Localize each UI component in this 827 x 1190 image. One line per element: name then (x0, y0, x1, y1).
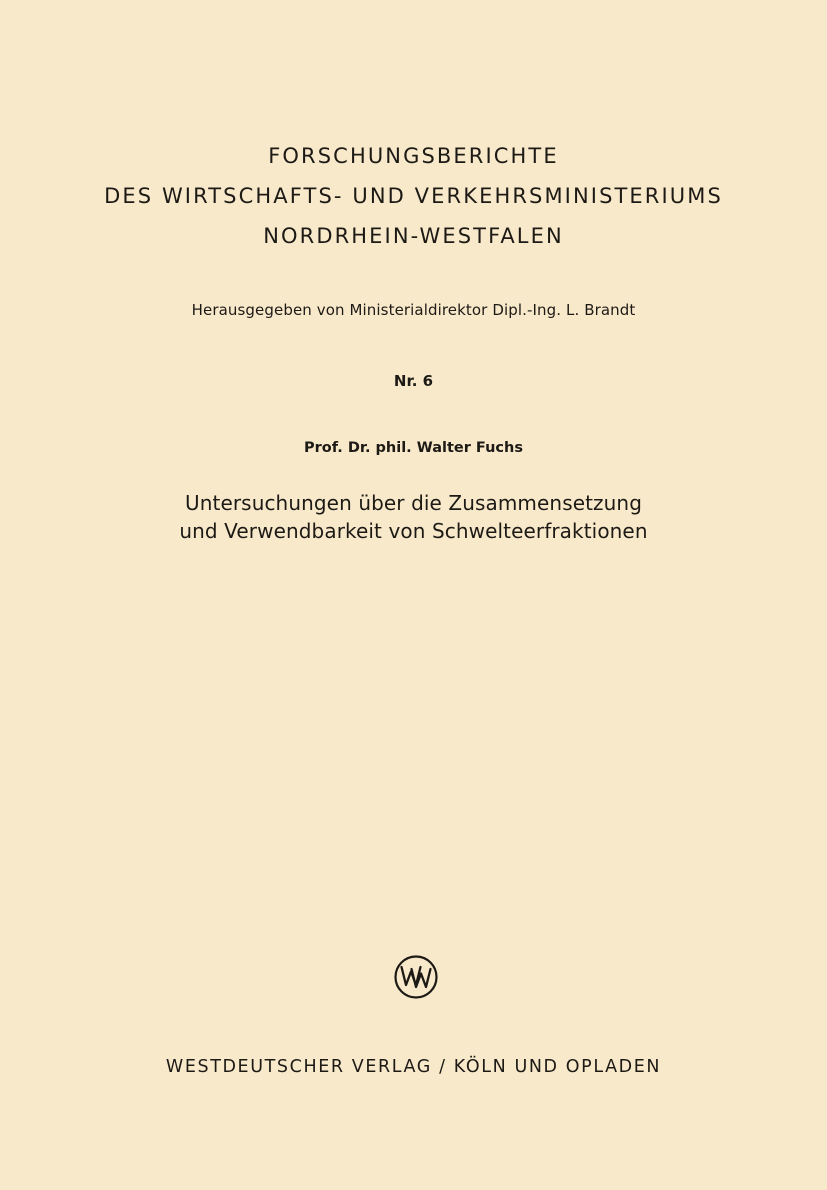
series-title-line-3: NORDRHEIN-WESTFALEN (263, 224, 564, 248)
series-title-line-2: DES WIRTSCHAFTS- UND VERKEHRSMINISTERIUMS (104, 184, 723, 208)
series-title-line-1: FORSCHUNGSBERICHTE (268, 144, 559, 168)
book-title-line-1: Untersuchungen über die Zusammensetzung (184, 491, 642, 515)
publisher-imprint: WESTDEUTSCHER VERLAG / KÖLN UND OPLADEN (165, 1057, 662, 1077)
author-name: Prof. Dr. phil. Walter Fuchs (304, 440, 523, 456)
editor-line: Herausgegeben von Ministerialdirektor Dipl.-Ing. L. Brandt (191, 301, 636, 319)
westdeutscher-verlag-ww-logo-icon (393, 954, 439, 1000)
book-title-line-2: und Verwendbarkeit von Schwelteerfraktionen (179, 519, 648, 543)
series-number: Nr. 6 (393, 372, 434, 390)
